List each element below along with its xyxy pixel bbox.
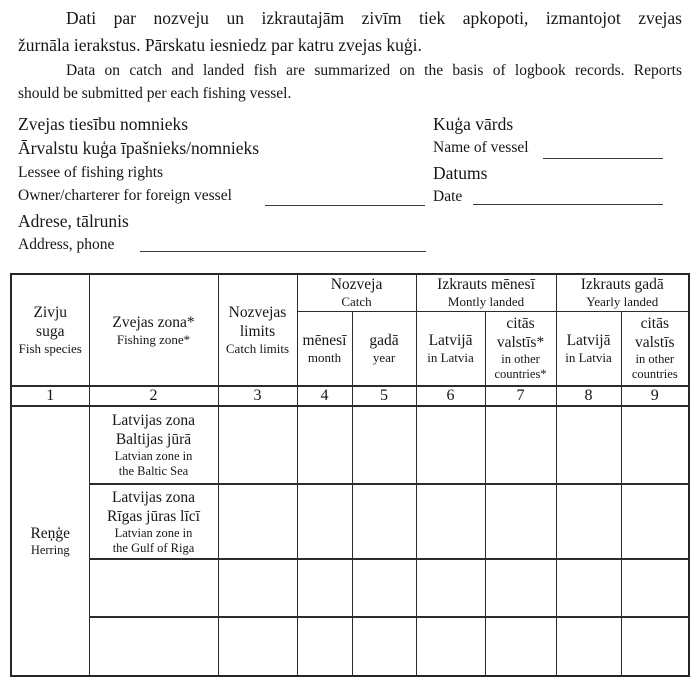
monthly-group-en: Montly landed	[447, 294, 525, 310]
zone-cell-empty[interactable]	[89, 617, 218, 676]
group-catch-header	[297, 274, 416, 311]
col-number-label: 3	[253, 387, 262, 404]
label-lessee-lv: Zvejas tiesību nomnieks	[18, 114, 189, 134]
month-header-en: month	[307, 349, 342, 365]
group-yearly-landed-header	[556, 274, 689, 311]
yearly-latvia-lv: Latvijā	[566, 331, 611, 349]
yearly-other-lv-1: citās	[640, 315, 669, 333]
data-cell[interactable]	[352, 559, 416, 617]
zone-baltic-lv-2: Baltijas jūrā	[115, 431, 192, 448]
col-number-label: 6	[446, 387, 455, 404]
species-header-lv-2: suga	[36, 323, 65, 340]
col-monthly-latvia-header	[416, 311, 485, 386]
label-date-lv: Datums	[433, 163, 488, 183]
col-number-3	[218, 386, 297, 406]
yearly-latvia-en: in Latvia	[565, 349, 612, 365]
col-year-header	[352, 311, 416, 386]
species-header-en: Fish species	[18, 341, 82, 356]
label-vessel-name-en: Name of vessel	[433, 139, 529, 156]
col-number-label: 2	[149, 387, 158, 404]
data-cell[interactable]	[218, 617, 297, 676]
monthly-group-lv: Izkrauts mēnesī	[437, 276, 535, 294]
data-cell[interactable]	[621, 617, 689, 676]
label-foreign-owner-lv: Ārvalstu kuģa īpašnieks/nomnieks	[18, 138, 260, 158]
zone-gulf-lv-2: Rīgas jūras līcī	[107, 507, 200, 525]
label-owner-charterer-en: Owner/charterer for foreign vessel	[18, 187, 232, 204]
intro-english-line-1: Data on catch and landed fish are summarized on the basis of logbook records. Reports	[66, 62, 682, 79]
table-row	[11, 484, 689, 559]
data-cell[interactable]	[218, 406, 297, 484]
limits-header-lv-2: limits	[239, 323, 276, 340]
data-cell[interactable]	[416, 484, 485, 559]
limits-header-lv-1: Nozvejas	[228, 304, 287, 321]
data-cell[interactable]	[297, 484, 352, 559]
data-cell[interactable]	[556, 484, 621, 559]
data-cell[interactable]	[485, 617, 556, 676]
year-header-en: year	[372, 349, 396, 365]
zone-header-lv: Zvejas zona*	[112, 313, 195, 331]
data-cell[interactable]	[556, 406, 621, 484]
table-row	[11, 559, 689, 617]
yearly-other-en-1: in other	[635, 352, 675, 367]
zone-baltic-en-2: the Baltic Sea	[118, 464, 189, 478]
intro-latvian-line-1: Dati par nozveju un izkrautajām zivīm tiek apkopoti, izmantojot zvejas	[66, 8, 682, 28]
col-number-label: 5	[380, 387, 388, 404]
zone-cell-empty[interactable]	[89, 559, 218, 617]
monthly-latvia-en: in Latvia	[427, 349, 474, 365]
label-date-en: Date	[433, 188, 463, 205]
col-number-7	[485, 386, 556, 406]
intro-latvian-line-2: žurnāla ierakstus. Pārskatu iesniedz par katru zvejas kuģi.	[18, 35, 422, 55]
col-number-label: 9	[650, 387, 659, 404]
catch-group-lv: Nozveja	[330, 276, 383, 294]
col-month-header	[297, 311, 352, 386]
data-cell[interactable]	[556, 559, 621, 617]
lessee-field[interactable]	[265, 191, 425, 206]
catch-group-en: Catch	[341, 294, 372, 310]
col-number-label: 4	[320, 387, 329, 404]
col-monthly-other-header	[485, 311, 556, 386]
data-cell[interactable]	[218, 559, 297, 617]
col-number-label: 1	[46, 387, 55, 404]
address-field[interactable]	[140, 237, 426, 252]
data-cell[interactable]	[416, 559, 485, 617]
zone-gulf-en-2: the Gulf of Riga	[112, 540, 195, 555]
year-header-lv: gadā	[369, 331, 399, 349]
label-address-lv: Adrese, tālrunis	[18, 211, 129, 231]
data-cell[interactable]	[352, 617, 416, 676]
species-cell	[11, 406, 89, 676]
col-number-8	[556, 386, 621, 406]
data-cell[interactable]	[297, 559, 352, 617]
month-header-lv: mēnesī	[302, 331, 347, 349]
data-cell[interactable]	[621, 559, 689, 617]
col-zone-header	[89, 274, 218, 386]
data-cell[interactable]	[485, 559, 556, 617]
col-number-label: 8	[584, 387, 593, 404]
col-number-2	[89, 386, 218, 406]
table-row	[11, 406, 689, 484]
zone-cell-baltic	[89, 406, 218, 484]
table-row	[11, 617, 689, 676]
data-cell[interactable]	[218, 484, 297, 559]
yearly-group-lv: Izkrauts gadā	[580, 276, 664, 294]
yearly-other-en-2: countries	[631, 367, 678, 382]
col-yearly-latvia-header	[556, 311, 621, 386]
monthly-other-en-1: in other	[501, 352, 540, 367]
group-monthly-landed-header	[416, 274, 556, 311]
species-header-lv-1: Zivju	[33, 304, 68, 321]
col-number-6	[416, 386, 485, 406]
limits-header-en: Catch limits	[225, 341, 290, 356]
intro-english-line-2: should be submitted per each fishing vessel.	[18, 85, 292, 102]
data-cell[interactable]	[485, 406, 556, 484]
zone-cell-gulf	[89, 484, 218, 559]
zone-header-en: Fishing zone*	[116, 331, 191, 347]
col-limits-header	[218, 274, 297, 386]
catch-report-table	[10, 273, 690, 677]
monthly-other-lv-2: valstīs*	[496, 334, 545, 352]
data-cell[interactable]	[416, 617, 485, 676]
col-number-9	[621, 386, 689, 406]
col-species-header	[11, 274, 89, 386]
col-number-label: 7	[516, 387, 525, 404]
yearly-other-lv-2: valstīs	[634, 334, 675, 352]
intro-section	[18, 5, 682, 105]
data-cell[interactable]	[556, 617, 621, 676]
species-en: Herring	[30, 543, 70, 557]
data-cell[interactable]	[416, 406, 485, 484]
monthly-other-lv-1: citās	[506, 315, 535, 333]
data-cell[interactable]	[621, 484, 689, 559]
zone-gulf-en-1: Latvian zone in	[114, 525, 193, 540]
zone-baltic-lv-1: Latvijas zona	[111, 412, 196, 429]
data-cell[interactable]	[621, 406, 689, 484]
col-yearly-other-header	[621, 311, 689, 386]
data-cell[interactable]	[352, 484, 416, 559]
col-number-4	[297, 386, 352, 406]
column-number-row	[11, 386, 689, 406]
date-field[interactable]	[473, 190, 663, 205]
monthly-other-en-2: countries*	[494, 367, 547, 382]
col-number-5	[352, 386, 416, 406]
yearly-group-en: Yearly landed	[586, 294, 659, 310]
col-number-1	[11, 386, 89, 406]
label-lessee-en: Lessee of fishing rights	[18, 164, 164, 181]
vessel-name-field[interactable]	[543, 144, 663, 159]
monthly-latvia-lv: Latvijā	[428, 331, 473, 349]
species-lv: Reņģe	[30, 525, 71, 542]
zone-baltic-en-1: Latvian zone in	[114, 449, 193, 463]
data-cell[interactable]	[297, 406, 352, 484]
data-cell[interactable]	[352, 406, 416, 484]
data-cell[interactable]	[485, 484, 556, 559]
label-vessel-name-lv: Kuģa vārds	[433, 114, 514, 134]
label-address-en: Address, phone	[18, 236, 115, 253]
zone-gulf-lv-1: Latvijas zona	[111, 488, 196, 506]
data-cell[interactable]	[297, 617, 352, 676]
